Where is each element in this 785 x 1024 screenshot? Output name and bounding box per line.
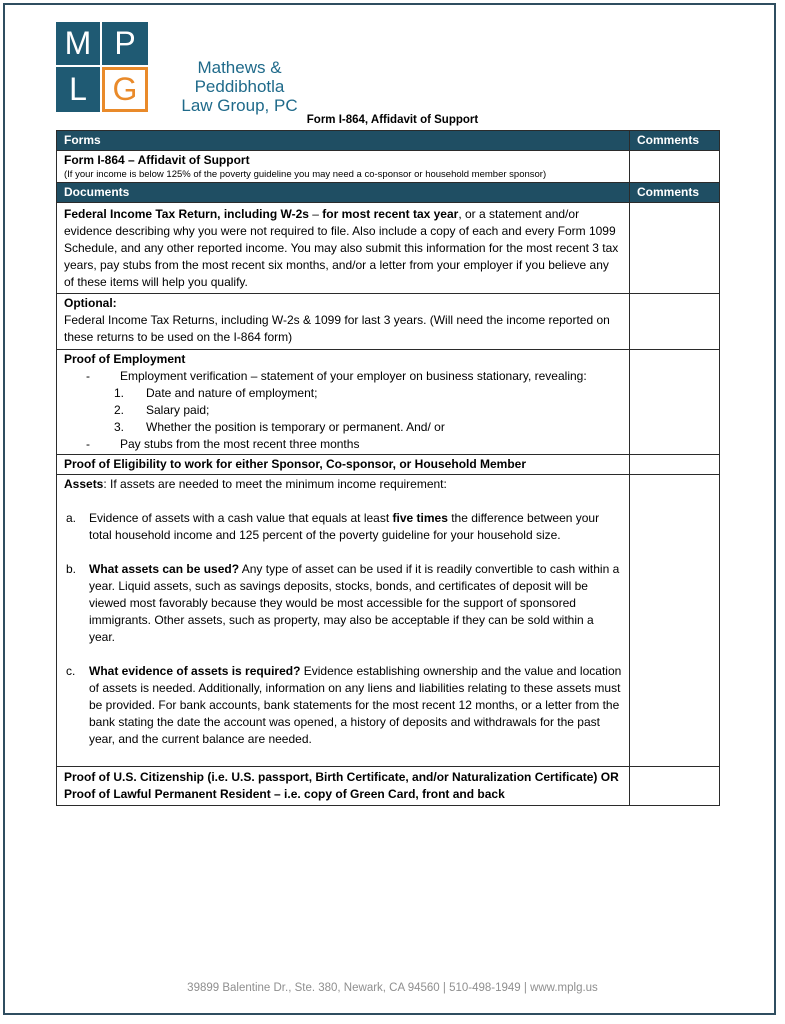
list-item: 1. Date and nature of employment; xyxy=(114,386,318,400)
logo-letter-p: P xyxy=(102,22,148,67)
list-item xyxy=(64,436,622,453)
tax-return-cell xyxy=(57,203,630,294)
forms-header-row xyxy=(57,131,720,151)
permanent-resident-text: Proof of Lawful Permanent Resident – i.e. copy of Green Card, front and back xyxy=(64,787,505,801)
firm-logo xyxy=(56,22,148,112)
tax-return-row xyxy=(57,203,720,294)
form-i864-note: (If your income is below 125% of the poverty guideline you may need a co-sponsor or household member sponsor) xyxy=(64,169,547,180)
footer-address: 39899 Balentine Dr., Ste. 380, Newark, CA 94560 | 510-498-1949 | www.mplg.us xyxy=(187,982,598,994)
assets-label: Assets xyxy=(64,477,104,491)
comments-header: Comments xyxy=(630,183,720,203)
tax-return-title: Federal Income Tax Return, including W-2s xyxy=(64,207,309,221)
form-i864-title: Form I-864 – Affidavit of Support xyxy=(64,153,250,167)
list-item xyxy=(64,368,622,385)
list-item: c. What evidence of assets is required? Evidence establishing ownership and the value and location of assets is needed. Additionally, information on any liens and liabilities relating to these assets must be provided. For bank accounts, bank statements for the most recent 12 months, or a letter from the bank stating the date the account was opened, a history of deposits and withdrawals for the past year, and the current balance are needed. xyxy=(66,664,622,746)
tax-return-dash: – xyxy=(308,207,323,221)
firm-name-line1: Mathews & Peddibhotla xyxy=(194,58,285,96)
optional-row xyxy=(57,294,720,350)
assets-row xyxy=(57,475,720,767)
tax-return-text: , or a statement and/or evidence describing why you were not required to file. Also include a copy of each and every Form 1099 Schedule, and any other reported income. You may also submit this information for the most recent 3 tax years, pay stubs from the most recent six months, and/or a letter from your employer if you believe any of these items will help you qualify. xyxy=(64,207,619,289)
comments-header: Comments xyxy=(630,131,720,151)
form-i864-cell xyxy=(57,151,630,183)
firm-name xyxy=(152,58,327,115)
comment-cell[interactable] xyxy=(630,767,720,806)
employment-row xyxy=(57,350,720,455)
logo-letter-m: M xyxy=(56,22,102,67)
documents-header: Documents xyxy=(57,183,630,203)
logo-letter-g: G xyxy=(102,67,148,112)
list-item: a. Evidence of assets with a cash value that equals at least five times the difference between your total household income and 125 percent of the poverty guideline for your household size. xyxy=(66,511,600,542)
citizenship-cell xyxy=(57,767,630,806)
assets-intro: Assets: If assets are needed to meet the minimum income requirement: xyxy=(64,477,447,491)
citizenship-row xyxy=(57,767,720,806)
optional-text: Federal Income Tax Returns, including W-2s & 1099 for last 3 years. (Will need the income reported on these returns to be used on the I-864 form) xyxy=(64,313,610,344)
forms-header: Forms xyxy=(57,131,630,151)
employment-label: Proof of Employment xyxy=(64,352,186,366)
tax-return-period: for most recent tax year xyxy=(322,207,459,221)
firm-name-line2: Law Group, PC xyxy=(181,96,298,115)
documents-header-row xyxy=(57,183,720,203)
eligibility-row xyxy=(57,455,720,475)
dash-marker: - xyxy=(86,369,90,383)
dash-marker: - xyxy=(86,437,90,451)
citizenship-text: Proof of U.S. Citizenship (i.e. U.S. passport, Birth Certificate, and/or Naturalization Certificate) OR xyxy=(64,770,619,784)
comment-cell[interactable] xyxy=(630,350,720,455)
document-title: Form I-864, Affidavit of Support xyxy=(306,114,479,126)
employment-item-1: Employment verification – statement of your employer on business stationary, revealing: xyxy=(120,369,587,383)
optional-cell xyxy=(57,294,630,350)
employment-item-2: Pay stubs from the most recent three months xyxy=(120,437,360,451)
assets-cell xyxy=(57,475,630,767)
list-item: 3. Whether the position is temporary or permanent. And/ or xyxy=(114,420,445,434)
eligibility-text: Proof of Eligibility to work for either Sponsor, Co-sponsor, or Household Member xyxy=(57,455,630,475)
checklist-table xyxy=(56,130,720,806)
optional-label: Optional: xyxy=(64,296,117,310)
comment-cell[interactable] xyxy=(630,294,720,350)
comment-cell[interactable] xyxy=(630,455,720,475)
comment-cell[interactable] xyxy=(630,151,720,183)
logo-letter-l: L xyxy=(56,67,102,112)
list-item: 2. Salary paid; xyxy=(114,403,210,417)
comment-cell[interactable] xyxy=(630,203,720,294)
comment-cell[interactable] xyxy=(630,475,720,767)
form-i864-row xyxy=(57,151,720,183)
employment-cell xyxy=(57,350,630,455)
list-item: b. What assets can be used? Any type of asset can be used if it is readily convertible to cash within a year. Liquid assets, such as savings deposits, stocks, bonds, and certificates of deposit will be viewed most favorably because they would be most accessible for the support of sponsored immigrants. Other assets, such as property, may also be acceptable if they can be sold within a year. xyxy=(66,562,620,644)
